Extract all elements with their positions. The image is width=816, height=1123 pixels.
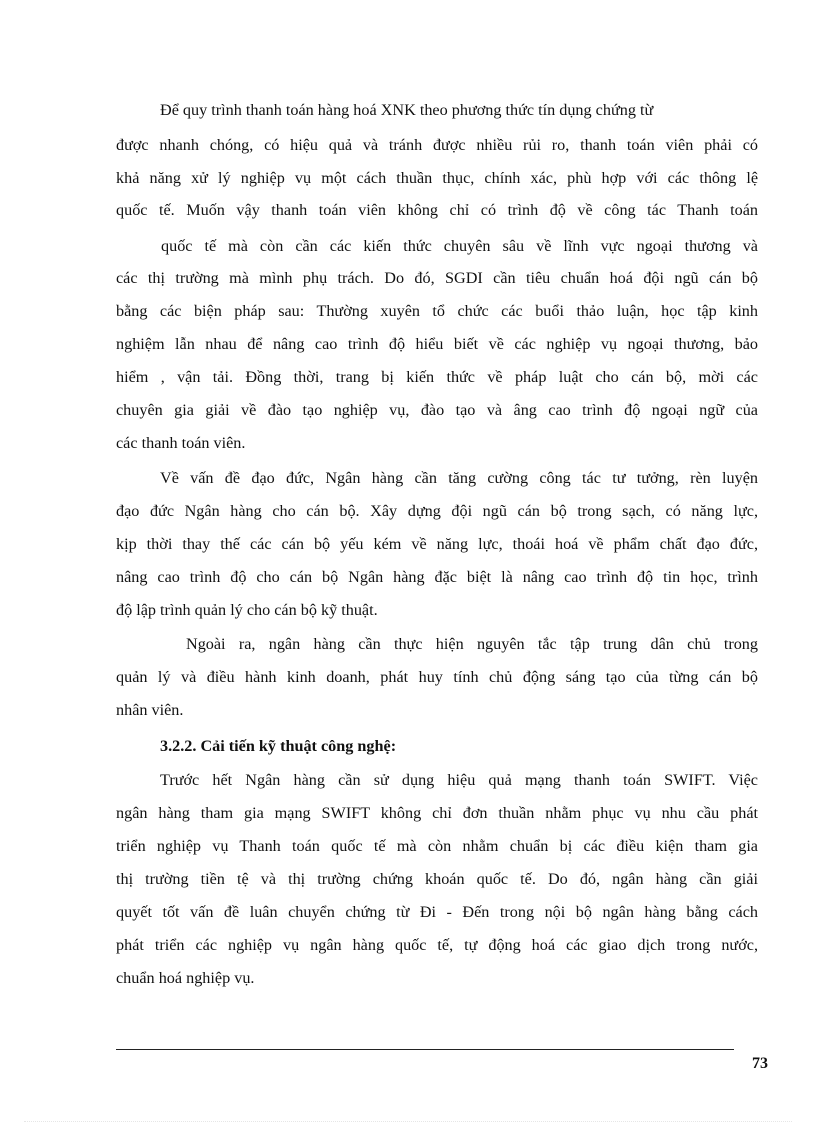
paragraph-line: quản lý và điều hành kinh doanh, phát huy tính chủ động sáng tạo của từng cán bộ [116, 668, 758, 686]
paragraph-line: Về vấn đề đạo đức, Ngân hàng cần tăng cường công tác tư tưởng, rèn luyện [160, 469, 758, 487]
paragraph-line: Ngoài ra, ngân hàng cần thực hiện nguyên tắc tập trung dân chủ trong [186, 635, 758, 653]
paragraph-line: chuẩn hoá nghiệp vụ. [116, 969, 255, 987]
footer-rule [116, 1049, 734, 1050]
page-number: 73 [752, 1055, 768, 1072]
page-edge-divider [24, 1121, 792, 1122]
paragraph-line: kịp thời thay thế các cán bộ yếu kém về năng lực, thoái hoá về phẩm chất đạo đức, [116, 535, 758, 553]
paragraph-line: nghiệm lẫn nhau để nâng cao trình độ hiểu biết về các nghiệp vụ ngoại thương, bảo [116, 335, 758, 353]
paragraph-line: đạo đức Ngân hàng cho cán bộ. Xây dựng đội ngũ cán bộ trong sạch, có năng lực, [116, 502, 758, 520]
paragraph-line: ngân hàng tham gia mạng SWIFT không chỉ đơn thuần nhằm phục vụ nhu cầu phát [116, 804, 758, 822]
paragraph-line: nâng cao trình độ cho cán bộ Ngân hàng đặc biệt là nâng cao trình độ tin học, trình [116, 568, 758, 586]
paragraph-line: quốc tế mà còn cần các kiến thức chuyên sâu về lĩnh vực ngoại thương và [161, 237, 758, 255]
paragraph-line: quyết tốt vấn đề luân chuyển chứng từ Đi - Đến trong nội bộ ngân hàng bằng cách [116, 903, 758, 921]
paragraph-line: triển nghiệp vụ Thanh toán quốc tế mà còn nhằm chuẩn bị các điều kiện tham gia [116, 837, 758, 855]
paragraph-line: khả năng xử lý nghiệp vụ một cách thuần thục, chính xác, phù hợp với các thông lệ [116, 169, 758, 187]
paragraph-line: phát triển các nghiệp vụ ngân hàng quốc tế, tự động hoá các giao dịch trong nước, [116, 936, 758, 954]
section-heading: 3.2.2. Cải tiến kỹ thuật công nghệ: [160, 737, 397, 755]
paragraph-line: độ lập trình quản lý cho cán bộ kỹ thuật. [116, 601, 378, 619]
paragraph-line: nhân viên. [116, 701, 184, 719]
paragraph-line: các thanh toán viên. [116, 434, 246, 452]
paragraph-line: hiểm , vận tải. Đồng thời, trang bị kiến thức về pháp luật cho cán bộ, mời các [116, 368, 758, 386]
paragraph-line: thị trường tiền tệ và thị trường chứng khoán quốc tế. Do đó, ngân hàng cần giải [116, 870, 758, 888]
paragraph-line: Trước hết Ngân hàng cần sử dụng hiệu quả mạng thanh toán SWIFT. Việc [160, 771, 758, 789]
paragraph-line: quốc tế. Muốn vậy thanh toán viên không chỉ có trình độ về công tác Thanh toán [116, 201, 758, 219]
paragraph-line: Để quy trình thanh toán hàng hoá XNK theo phương thức tín dụng chứng từ [160, 101, 654, 119]
paragraph-line: các thị trường mà mình phụ trách. Do đó, SGDI cần tiêu chuẩn hoá đội ngũ cán bộ [116, 269, 758, 287]
paragraph-line: được nhanh chóng, có hiệu quả và tránh được nhiều rủi ro, thanh toán viên phải có [116, 136, 758, 154]
paragraph-line: chuyên gia giải về đào tạo nghiệp vụ, đào tạo và âng cao trình độ ngoại ngữ của [116, 401, 758, 419]
paragraph-line: bằng các biện pháp sau: Thường xuyên tổ chức các buổi thảo luận, học tập kinh [116, 302, 758, 320]
